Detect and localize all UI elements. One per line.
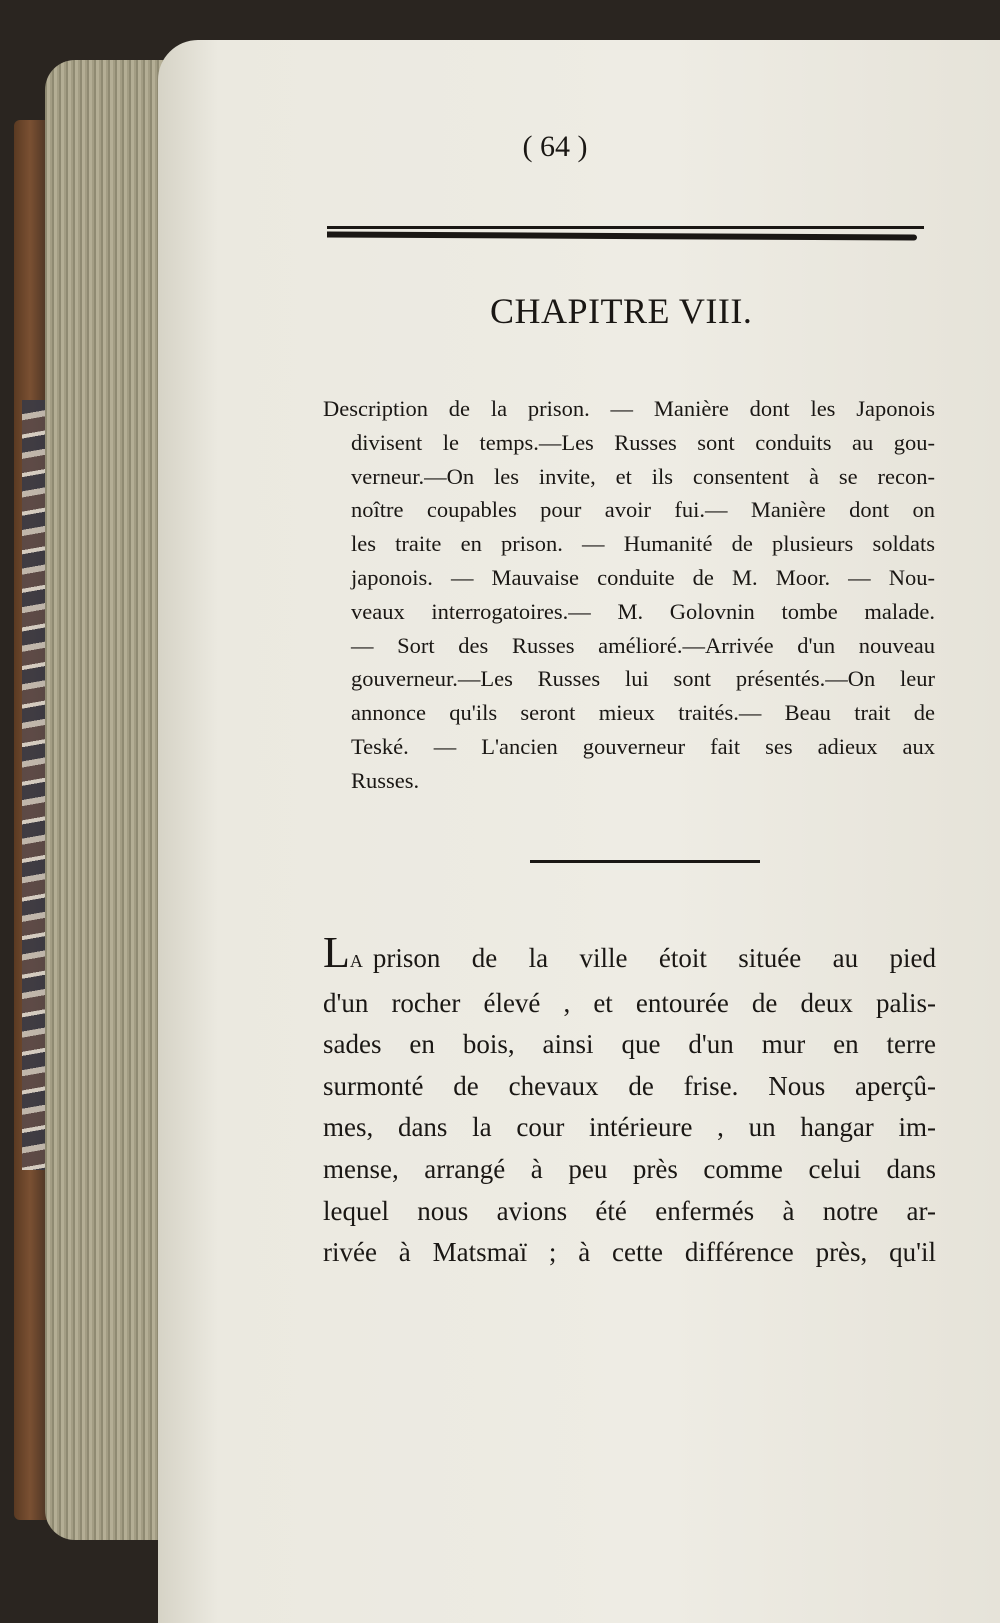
body-line: sades en bois, ainsi que d'un mur en terre bbox=[323, 1029, 936, 1060]
body-line bbox=[323, 928, 936, 983]
summary-line: verneur.—On les invite, et ils consentent à se recon- bbox=[351, 463, 935, 489]
body-line: lequel nous avions été enfermés à notre ar- bbox=[323, 1195, 936, 1226]
body-line: mes, dans la cour intérieure , un hangar im- bbox=[323, 1112, 936, 1143]
small-caps: A bbox=[349, 951, 363, 971]
header-rule bbox=[327, 226, 924, 229]
chapter-summary bbox=[323, 392, 935, 798]
body-line: d'un rocher élevé , et entourée de deux palis- bbox=[323, 987, 936, 1018]
summary-line: veaux interrogatoires.— M. Golovnin tombe malade. bbox=[351, 598, 935, 624]
summary-line: Russes. bbox=[351, 767, 420, 793]
summary-line: gouverneur.—Les Russes lui sont présentés.—On leur bbox=[351, 666, 935, 692]
body-line: rivée à Matsmaï ; à cette différence près, qu'il bbox=[323, 1237, 936, 1268]
page-number: ( 64 ) bbox=[522, 130, 588, 163]
summary-line: Teské. — L'ancien gouverneur fait ses adieux aux bbox=[351, 733, 935, 759]
summary-line: japonois. — Mauvaise conduite de M. Moor. — Nou- bbox=[351, 564, 935, 590]
drop-cap: L bbox=[323, 928, 350, 977]
body-line: surmonté de chevaux de frise. Nous aperçû- bbox=[323, 1070, 936, 1101]
summary-line: divisent le temps.—Les Russes sont conduits au gou- bbox=[351, 429, 935, 455]
body-line: mense, arrangé à peu près comme celui dans bbox=[323, 1153, 936, 1184]
body-text bbox=[323, 928, 936, 1274]
section-rule bbox=[530, 860, 760, 863]
book-page bbox=[158, 40, 1000, 1623]
chapter-title: CHAPITRE VIII. bbox=[490, 291, 753, 331]
summary-line: annonce qu'ils seront mieux traités.— Beau trait de bbox=[351, 700, 935, 726]
summary-line: noître coupables pour avoir fui.— Manière dont on bbox=[351, 497, 935, 523]
summary-line: — Sort des Russes amélioré.—Arrivée d'un nouveau bbox=[351, 632, 935, 658]
summary-line: Description de la prison. — Manière dont les Japonois bbox=[323, 396, 935, 421]
first-line-text: prison de la ville étoit située au pied bbox=[372, 943, 936, 973]
page-edges bbox=[45, 60, 165, 1540]
summary-line: les traite en prison. — Humanité de plusieurs soldats bbox=[351, 531, 935, 557]
